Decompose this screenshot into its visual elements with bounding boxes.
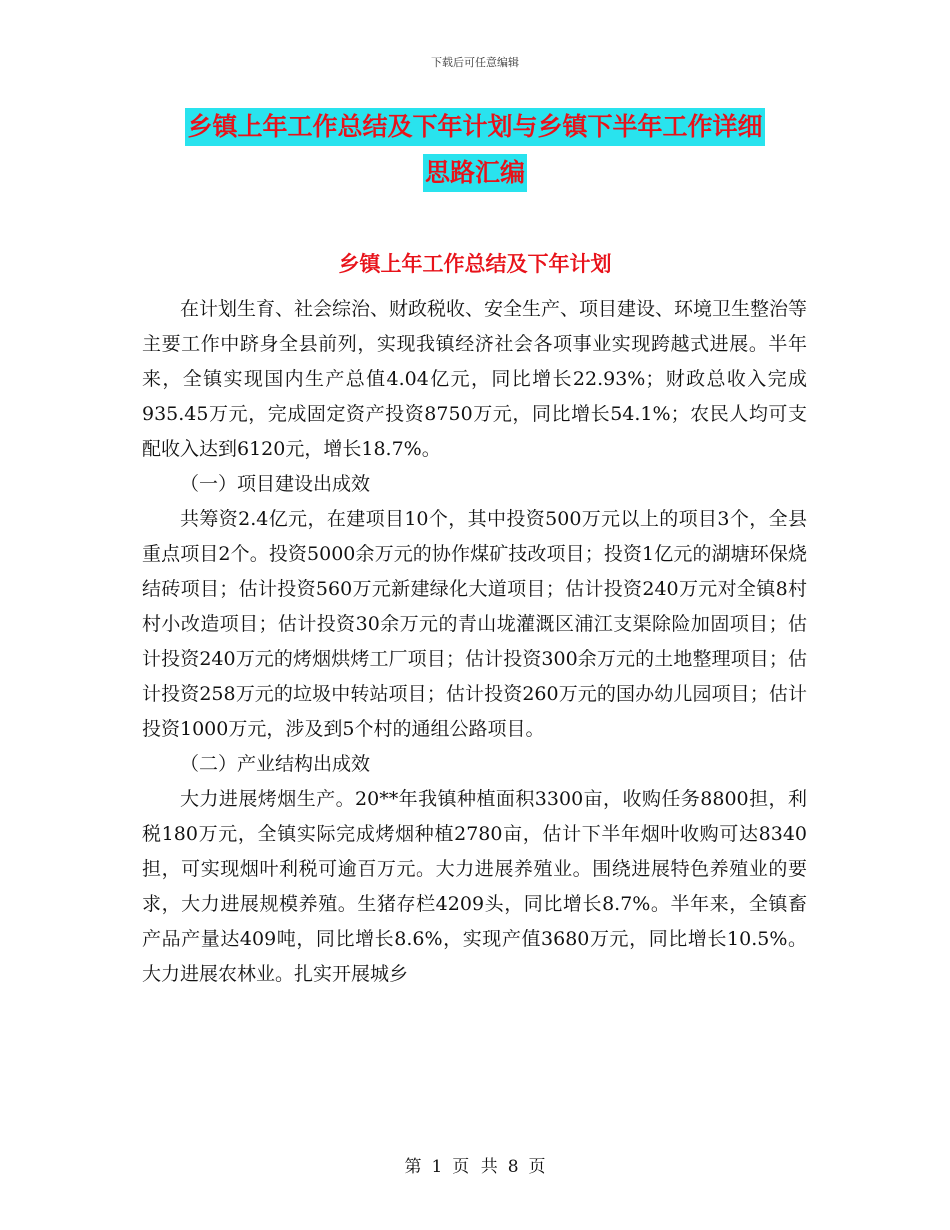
footer-total-pages: 8 bbox=[507, 1157, 519, 1177]
main-title-line-2: 思路汇编 bbox=[423, 154, 527, 192]
paragraph-industry: 大力进展烤烟生产。20**年我镇种植面积3300亩，收购任务8800担，利税180万元，全镇实际完成烤烟种植2780亩，估计下半年烟叶收购可达8340担，可实现烟叶利税可逾百万元。大力进展养殖业。围绕进展特色养殖业的要求，大力进展规模养殖。生猪存栏4209头，同比增长8.7%。半年来，全镇畜产品产量达409吨，同比增长8.6%，实现产值3680万元，同比增长10.5%。大力进展农林业。扎实开展城乡 bbox=[142, 788, 807, 985]
heading-industry-structure: （二）产业结构出成效 bbox=[180, 753, 371, 775]
footer-middle: 页 共 bbox=[452, 1157, 498, 1177]
paragraph-projects: 共筹资2.4亿元，在建项目10个，其中投资500万元以上的项目3个，全县重点项目2个。投资5000余万元的协作煤矿技改项目；投资1亿元的湖塘环保烧结砖项目；估计投资560万元新建绿化大道项目；估计投资240万元对全镇8村村小改造项目；估计投资30余万元的青山垅灌溉区浦江支渠除险加固项目；估计投资240万元的烤烟烘烤工厂项目；估计投资300余万元的土地整理项目；估计投资258万元的垃圾中转站项目；估计投资260万元的国办幼儿园项目；估计投资1000万元，涉及到5个村的通组公路项目。 bbox=[142, 508, 807, 740]
footer-prefix: 第 bbox=[404, 1157, 422, 1177]
document-body bbox=[142, 292, 807, 992]
heading-project-construction: （一）项目建设出成效 bbox=[180, 473, 371, 495]
main-title bbox=[0, 108, 950, 192]
footer-current-page: 1 bbox=[431, 1157, 443, 1177]
header-note: 下载后可任意编辑 bbox=[431, 56, 519, 69]
page-footer bbox=[0, 1152, 950, 1177]
footer-suffix: 页 bbox=[528, 1157, 546, 1177]
section-subtitle: 乡镇上年工作总结及下年计划 bbox=[338, 252, 612, 276]
main-title-line-1: 乡镇上年工作总结及下年计划与乡镇下半年工作详细 bbox=[185, 108, 764, 146]
paragraph-summary: 在计划生育、社会综治、财政税收、安全生产、项目建设、环境卫生整治等主要工作中跻身全县前列，实现我镇经济社会各项事业实现跨越式进展。半年来，全镇实现国内生产总值4.04亿元，同比增长22.93%；财政总收入完成935.45万元，完成固定资产投资8750万元，同比增长54.1%；农民人均可支配收入达到6120元，增长18.7%。 bbox=[142, 298, 808, 460]
